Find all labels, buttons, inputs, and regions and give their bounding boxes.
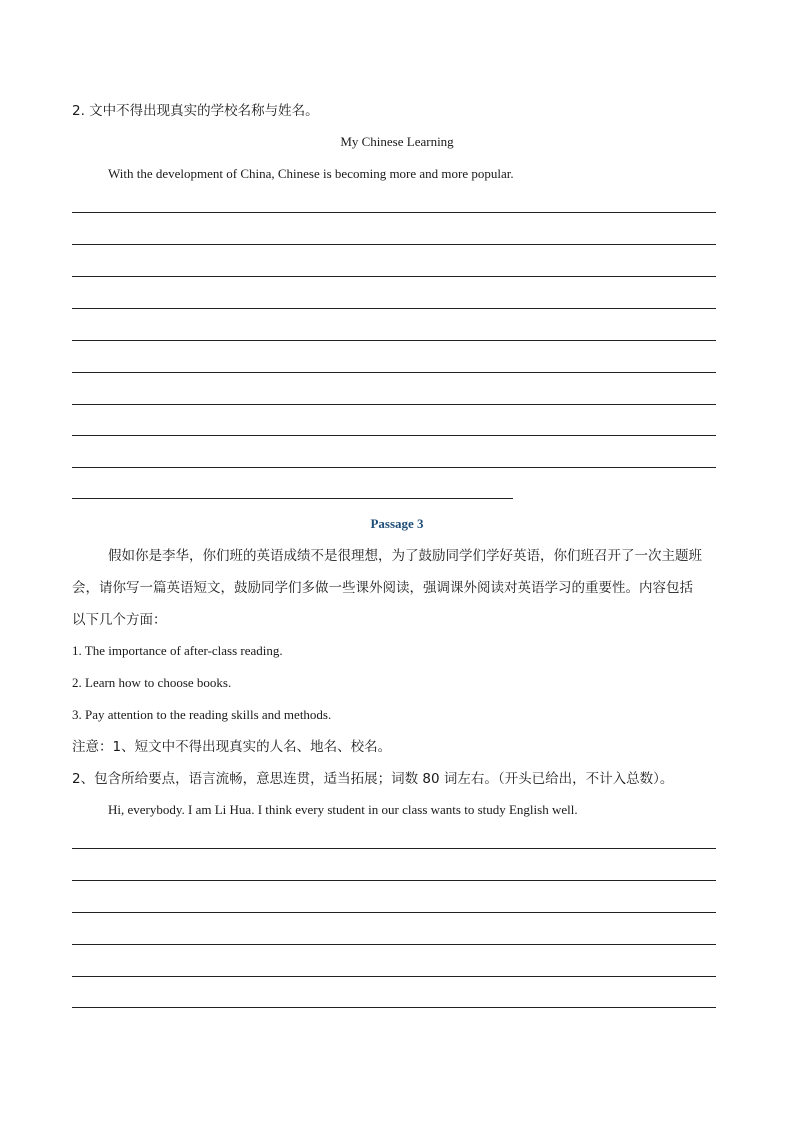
writing-line [72,308,716,309]
writing-line [72,912,716,913]
note-line-1: 注意：1、短文中不得出现真实的人名、地名、校名。 [72,739,392,755]
content-point: 1. The importance of after-class reading. [72,643,283,658]
writing-line [72,1007,716,1008]
essay-opening-sentence: With the development of China, Chinese is becoming more and more popular. [108,166,514,181]
writing-line-short [72,498,513,499]
writing-line [72,976,716,977]
writing-line [72,340,716,341]
essay-opening-sentence: Hi, everybody. I am Li Hua. I think every student in our class wants to study English well. [108,802,578,817]
writing-line [72,944,716,945]
content-point: 3. Pay attention to the reading skills and methods. [72,707,332,722]
writing-line [72,372,716,373]
prompt-line-2: 会，请你写一篇英语短文，鼓励同学们多做一些课外阅读，强调课外阅读对英语学习的重要性。内容包括 [72,580,693,596]
writing-line [72,880,716,881]
writing-line [72,848,716,849]
writing-line [72,244,716,245]
content-point: 2. Learn how to choose books. [72,675,232,690]
note-line-2: 2、包含所给要点，语言流畅，意思连贯，适当拓展；词数 80 词左右。（开头已给出，不计入总数）。 [72,771,674,787]
passage-heading: Passage 3 [370,516,424,531]
writing-line [72,276,716,277]
writing-line [72,212,716,213]
writing-line [72,404,716,405]
essay-title: My Chinese Learning [340,134,454,149]
writing-line [72,435,716,436]
prompt-line-3: 以下几个方面： [72,612,167,628]
prompt-line-1: 假如你是李华，你们班的英语成绩不是很理想，为了鼓励同学们学好英语，你们班召开了一次主题班 [108,548,702,564]
note-no-real-names: 2. 文中不得出现真实的学校名称与姓名。 [72,103,319,119]
writing-line [72,467,716,468]
